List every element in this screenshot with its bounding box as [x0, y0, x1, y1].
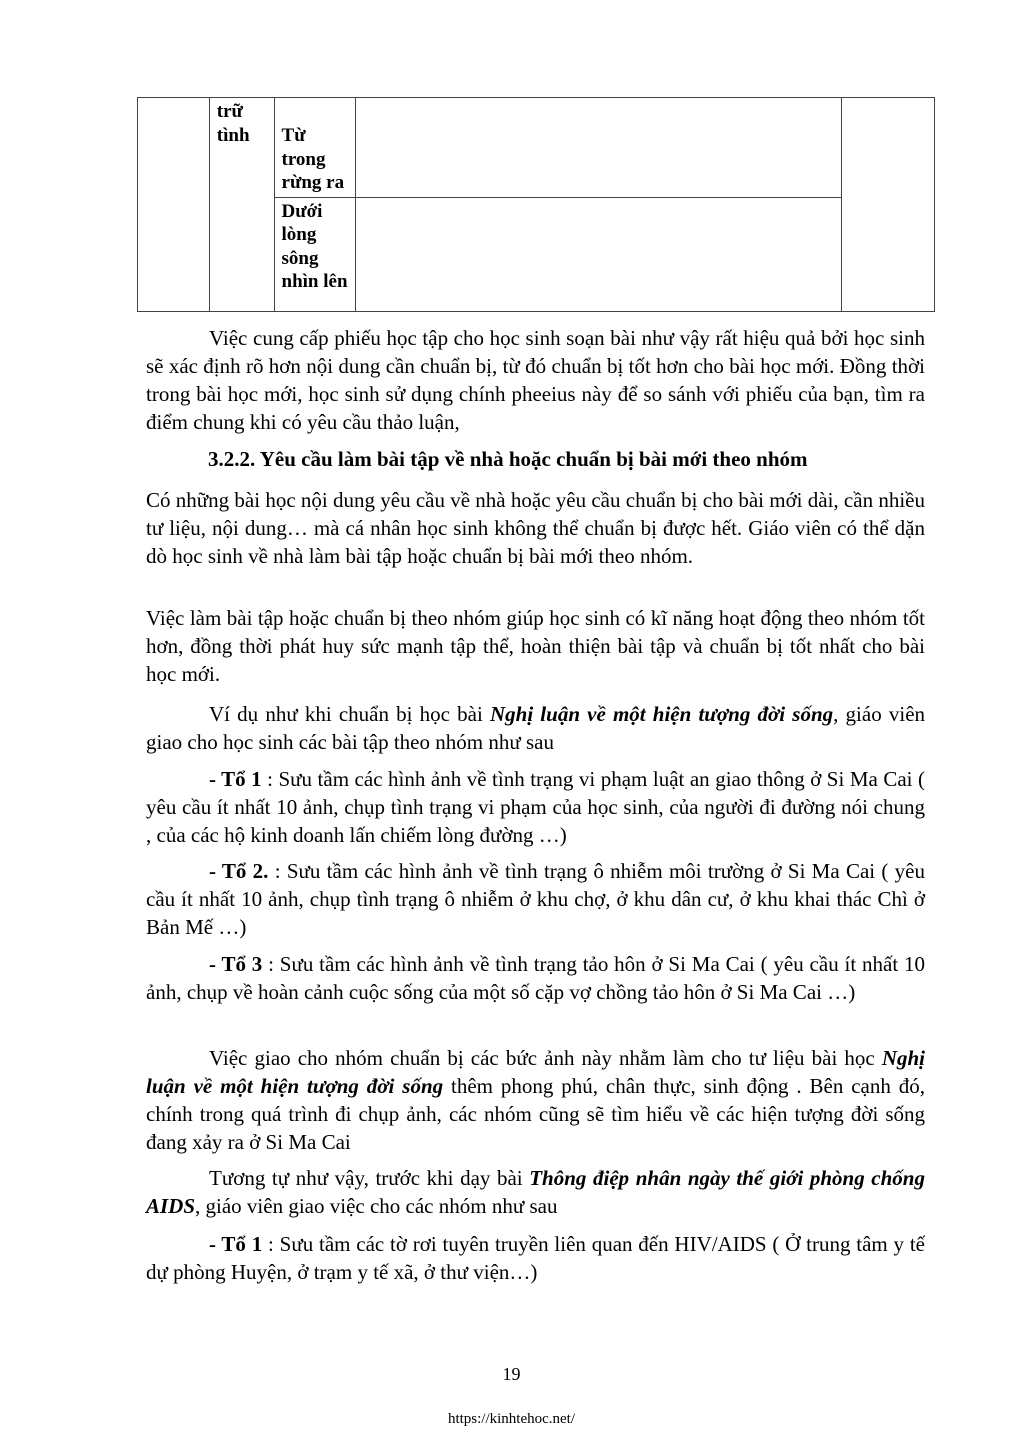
table-cell-content — [356, 98, 841, 198]
paragraph: Việc làm bài tập hoặc chuẩn bị theo nhóm giúp học sinh có kĩ năng hoạt động theo nhóm tốt hơn, đồng thời phát huy sức mạnh tập thể, hoàn thiện bài tập và chuẩn bị tốt nhất cho bài học mới. — [146, 606, 925, 686]
lesson-title: Nghị luận về một hiện tượng đời sống — [489, 702, 834, 726]
table-cell-empty — [138, 98, 210, 312]
lesson-title: Nghị luận về một hiện tượng đời sống — [146, 1046, 925, 1098]
table-row — [138, 98, 935, 198]
page-number: 19 — [502, 1364, 521, 1384]
table-cell-poem-title: Dưới lòng sông nhìn lên — [274, 197, 356, 312]
table-cell-poem-title: Từ trong rừng ra — [274, 98, 356, 198]
paragraph: Có những bài học nội dung yêu cầu về nhà hoặc yêu cầu chuẩn bị cho bài mới dài, cần nhiều tư liệu, nội dung… mà cá nhân học sinh không thể chuẩn bị được hết. Giáo viên có thể dặn dò học sinh về nhà làm bài tập hoặc chuẩn bị bài mới theo nhóm. — [146, 488, 925, 568]
group-label: - Tổ 1 — [209, 1232, 263, 1256]
footer-url: https://kinhtehoc.net/ — [447, 1411, 576, 1427]
paragraph: - Tổ 1 : Sưu tầm các hình ảnh về tình trạng vi phạm luật an giao thông ở Si Ma Cai ( yêu cầu ít nhất 10 ảnh, chụp tình trạng vi phạm của học sinh, của người đi đường nói chung , của các hộ kinh doanh lấn chiếm lòng đường …) — [146, 767, 925, 847]
paragraph: Tương tự như vậy, trước khi dạy bài Thông điệp nhân ngày thế giới phòng chống AIDS, giáo viên giao việc cho các nhóm như sau — [146, 1166, 925, 1218]
table-cell-genre: trữ tình — [209, 98, 274, 312]
table-cell-content — [356, 197, 841, 312]
paragraph: Việc cung cấp phiếu học tập cho học sinh soạn bài như vậy rất hiệu quả bởi học sinh sẽ xác định rõ hơn nội dung cần chuẩn bị, từ đó chuẩn bị tốt hơn cho bài học mới. Đồng thời trong bài học mới, học sinh sử dụng chính pheeius này để so sánh với phiếu của bạn, tìm ra điểm chung khi có yêu cầu thảo luận, — [146, 326, 925, 434]
paragraph: Việc giao cho nhóm chuẩn bị các bức ảnh này nhằm làm cho tư liệu bài học Nghị luận về một hiện tượng đời sống thêm phong phú, chân thực, sinh động . Bên cạnh đó, chính trong quá trình đi chụp ảnh, các nhóm cũng sẽ tìm hiểu về các hiện tượng đời sống đang xảy ra ở Si Ma Cai — [146, 1046, 925, 1154]
worksheet-table — [137, 97, 935, 312]
group-label: - Tổ 3 — [209, 952, 263, 976]
paragraph: Ví dụ như khi chuẩn bị học bài Nghị luận về một hiện tượng đời sống, giáo viên giao cho học sinh các bài tập theo nhóm như sau — [146, 702, 926, 754]
paragraph: - Tổ 2. : Sưu tầm các hình ảnh về tình trạng ô nhiễm môi trường ở Si Ma Cai ( yêu cầu ít nhất 10 ảnh, chụp tình trạng ô nhiễm ở khu chợ, ở khu dân cư, ở khu khai thác Chì ở Bản Mế …) — [146, 859, 925, 939]
table-cell-empty — [841, 98, 934, 312]
group-label: - Tổ 2. — [209, 859, 269, 883]
section-heading: 3.2.2. Yêu cầu làm bài tập về nhà hoặc chuẩn bị bài mới theo nhóm — [208, 447, 808, 471]
group-label: - Tổ 1 — [209, 767, 262, 791]
paragraph: - Tổ 3 : Sưu tầm các hình ảnh về tình trạng tảo hôn ở Si Ma Cai ( yêu cầu ít nhất 10 ảnh, chụp về hoàn cảnh cuộc sống của một số cặp vợ chồng tảo hôn ở Si Ma Cai …) — [146, 952, 925, 1004]
paragraph: - Tổ 1 : Sưu tầm các tờ rơi tuyên truyền liên quan đến HIV/AIDS ( Ở trung tâm y tế dự phòng Huyện, ở trạm y tế xã, ở thư viện…) — [146, 1232, 925, 1284]
lesson-title: Thông điệp nhân ngày thế giới phòng chống AIDS — [146, 1166, 925, 1218]
